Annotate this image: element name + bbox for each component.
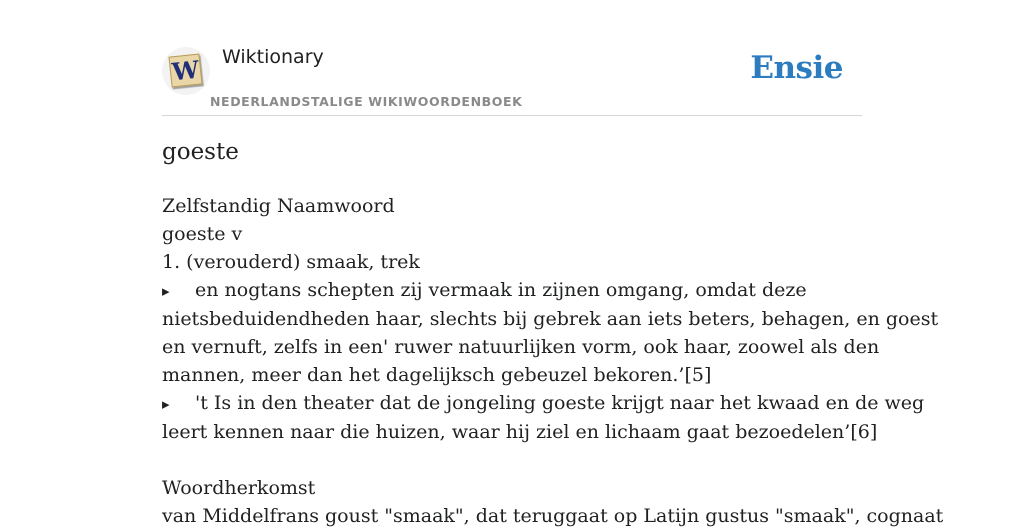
page-title: goeste [162, 139, 239, 165]
ensie-brand-logo[interactable]: Ensie [750, 50, 843, 86]
example-line: leert kennen naar die huizen, waar hij ziel en lichaam gaat bezoedelen’[6] [162, 421, 878, 443]
section-heading-pos: Zelfstandig Naamwoord [162, 195, 395, 217]
site-subtitle: NEDERLANDSTALIGE WIKIWOORDENBOEK [210, 94, 523, 109]
example-line: mannen, meer dan het dagelijksch gebeuzel bekoren.’[5] [162, 364, 712, 386]
site-title[interactable]: Wiktionary [222, 46, 324, 68]
wiktionary-logo[interactable] [162, 47, 210, 95]
site-header [162, 0, 862, 116]
example-line: en vernuft, zelfs in een' ruwer natuurlijken vorm, ook haar, zoowel als den [162, 336, 880, 358]
example-line: nietsbeduidendheden haar, slechts bij gebrek aan iets beters, behagen, en goest [162, 308, 939, 330]
example-quote-1 [162, 276, 939, 389]
example-line: 't Is in den theater dat de jongeling goeste krijgt naar het kwaad en de weg [195, 392, 925, 414]
spacer [162, 446, 862, 474]
wiktionary-logo-icon: W [168, 53, 202, 87]
section-heading-etymology: Woordherkomst [162, 477, 316, 499]
example-line: en nogtans schepten zij vermaak in zijnen omgang, omdat deze [195, 279, 807, 301]
word-form: goeste v [162, 223, 243, 245]
page [162, 0, 944, 527]
bullet-icon: ▸ [162, 395, 170, 413]
bullet-icon: ▸ [162, 282, 170, 300]
entry-content [162, 192, 944, 530]
example-quote-2 [162, 389, 925, 446]
definition: 1. (verouderd) smaak, trek [162, 251, 420, 273]
etymology-text: van Middelfrans goust "smaak", dat teruggaat op Latijn gustus "smaak", cognaat [162, 505, 944, 527]
